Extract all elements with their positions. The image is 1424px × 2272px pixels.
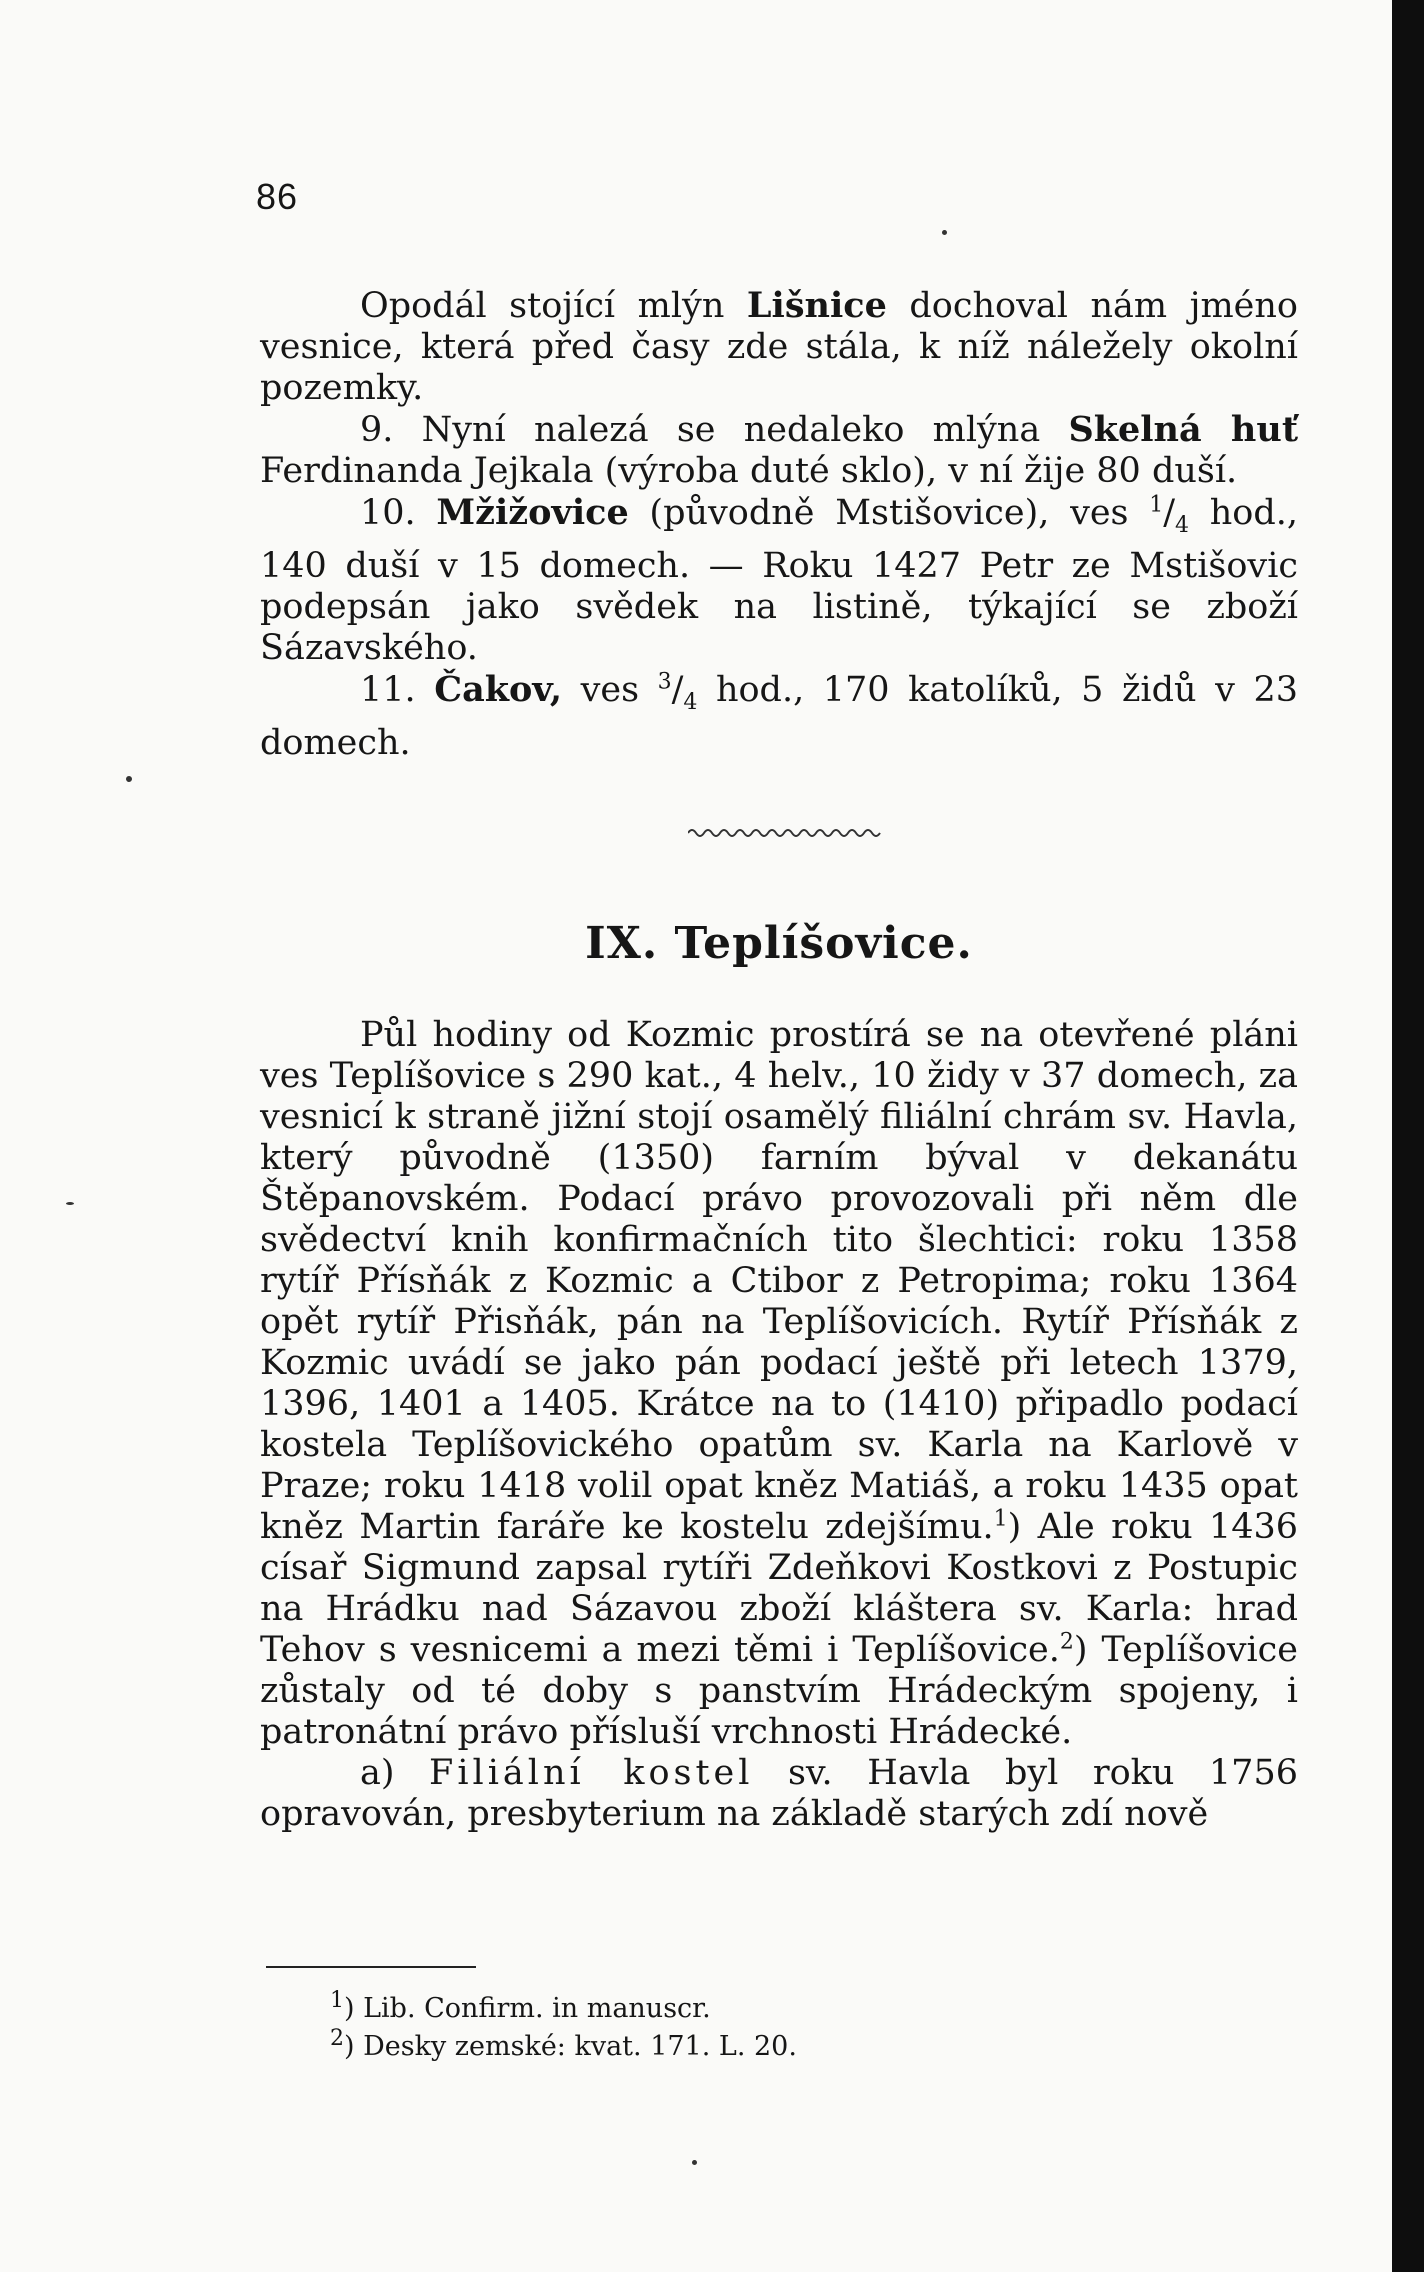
scan-speck xyxy=(692,2160,697,2165)
footnote-2: $^2$) Desky zemské: kvat. 171. L. 20. xyxy=(330,2026,797,2062)
paragraph-lisnice: Opodál stojící mlýn Lišnice dochoval nám jméno vesnice, která před časy zde stála, k níž náležely okolní pozemky. xyxy=(260,285,1298,408)
main-text xyxy=(260,1015,1298,1835)
spaced-term: Filiální kostel xyxy=(429,1753,754,1793)
place-name: Čakov, xyxy=(434,669,563,710)
place-name: Mžižovice xyxy=(436,492,629,533)
paragraph-item-10: 10. Mžižovice (původně Mstišovice), ves $^1/_4$ hod., 140 duší v 15 domech. — Roku 1427 Petr ze Mstišovic podepsán jako svědek na listině, týkající se zboží Sázavského. xyxy=(260,492,1298,668)
scan-edge xyxy=(1392,0,1424,2272)
chapter-title: IX. Teplíšovice. xyxy=(585,918,973,969)
paragraph-teplisovice: Půl hodiny od Kozmic prostírá se na otevřené pláni ves Teplíšovice s 290 kat., 4 helv., 10 židy v 37 domech, za vesnicí k straně jižní stojí osamělý filiální chrám sv. Havla, který původně (1350) farním býval v dekanátu Štěpanovském. Podací právo provozovali při něm dle svědectví knih konfirmačních tito šlechtici: roku 1358 rytíř Přísňák z Kozmic a Ctibor z Petropima; roku 1364 opět rytíř Přisňák, pán na Teplíšovicích. Rytíř Přísňák z Kozmic uvádí se jako pán podací ještě při letech 1379, 1396, 1401 a 1405. Krátce na to (1410) připadlo podací kostela Teplíšovického opatům sv. Karla na Karlově v Praze; roku 1418 volil opat kněz Matiáš, a roku 1435 opat kněz Martin faráře ke kostelu zdejšímu.$^1$) Ale roku 1436 císař Sigmund zapsal rytíři Zdeňkovi Kostkovi z Postupic na Hrádku nad Sázavou zboží kláštera sv. Karla: hrad Tehov s vesnicemi a mezi těmi i Teplíšovice.$^2$) Teplíšovice zůstaly od té doby s panstvím Hrádeckým spojeny, i patronátní právo přísluší vrchnosti Hrádecké. xyxy=(260,1015,1298,1752)
scan-speck xyxy=(66,1202,74,1205)
scan-speck xyxy=(126,776,132,782)
footnote-ref: 2 xyxy=(1059,1629,1074,1655)
footnote-ref: 1 xyxy=(993,1506,1008,1532)
scan-speck xyxy=(942,230,947,235)
paragraph-item-9: 9. Nyní nalezá se nedaleko mlýna Skelná huť Ferdinanda Jejkala (výroba duté sklo), v ní žije 80 duší. xyxy=(260,409,1298,491)
paragraph-filial-church: a) Filiální kostel sv. Havla byl roku 1756 opravován, presbyterium na základě starých zdí nově xyxy=(260,1753,1298,1834)
footnotes xyxy=(330,1990,797,2066)
fraction-numerator: 1 xyxy=(1149,492,1164,518)
place-name: Skelná huť xyxy=(1068,409,1298,450)
paragraph-item-11: 11. Čakov, ves $^3/_4$ hod., 170 katolíků, 5 židů v 23 domech. xyxy=(260,669,1298,763)
footnote-mark: 2 xyxy=(330,2026,344,2051)
place-name: Lišnice xyxy=(746,285,887,326)
footnote-mark: 1 xyxy=(330,1988,344,2013)
page-number: 86 xyxy=(256,176,299,217)
fraction-numerator: 3 xyxy=(657,669,672,695)
top-section xyxy=(260,285,1298,764)
ornament-divider xyxy=(688,826,886,840)
fraction-denominator: 4 xyxy=(683,690,698,715)
footnote-rule xyxy=(266,1966,476,1968)
footnote-1: $^1$) Lib. Confirm. in manuscr. xyxy=(330,1988,711,2024)
fraction-denominator: 4 xyxy=(1175,513,1190,538)
